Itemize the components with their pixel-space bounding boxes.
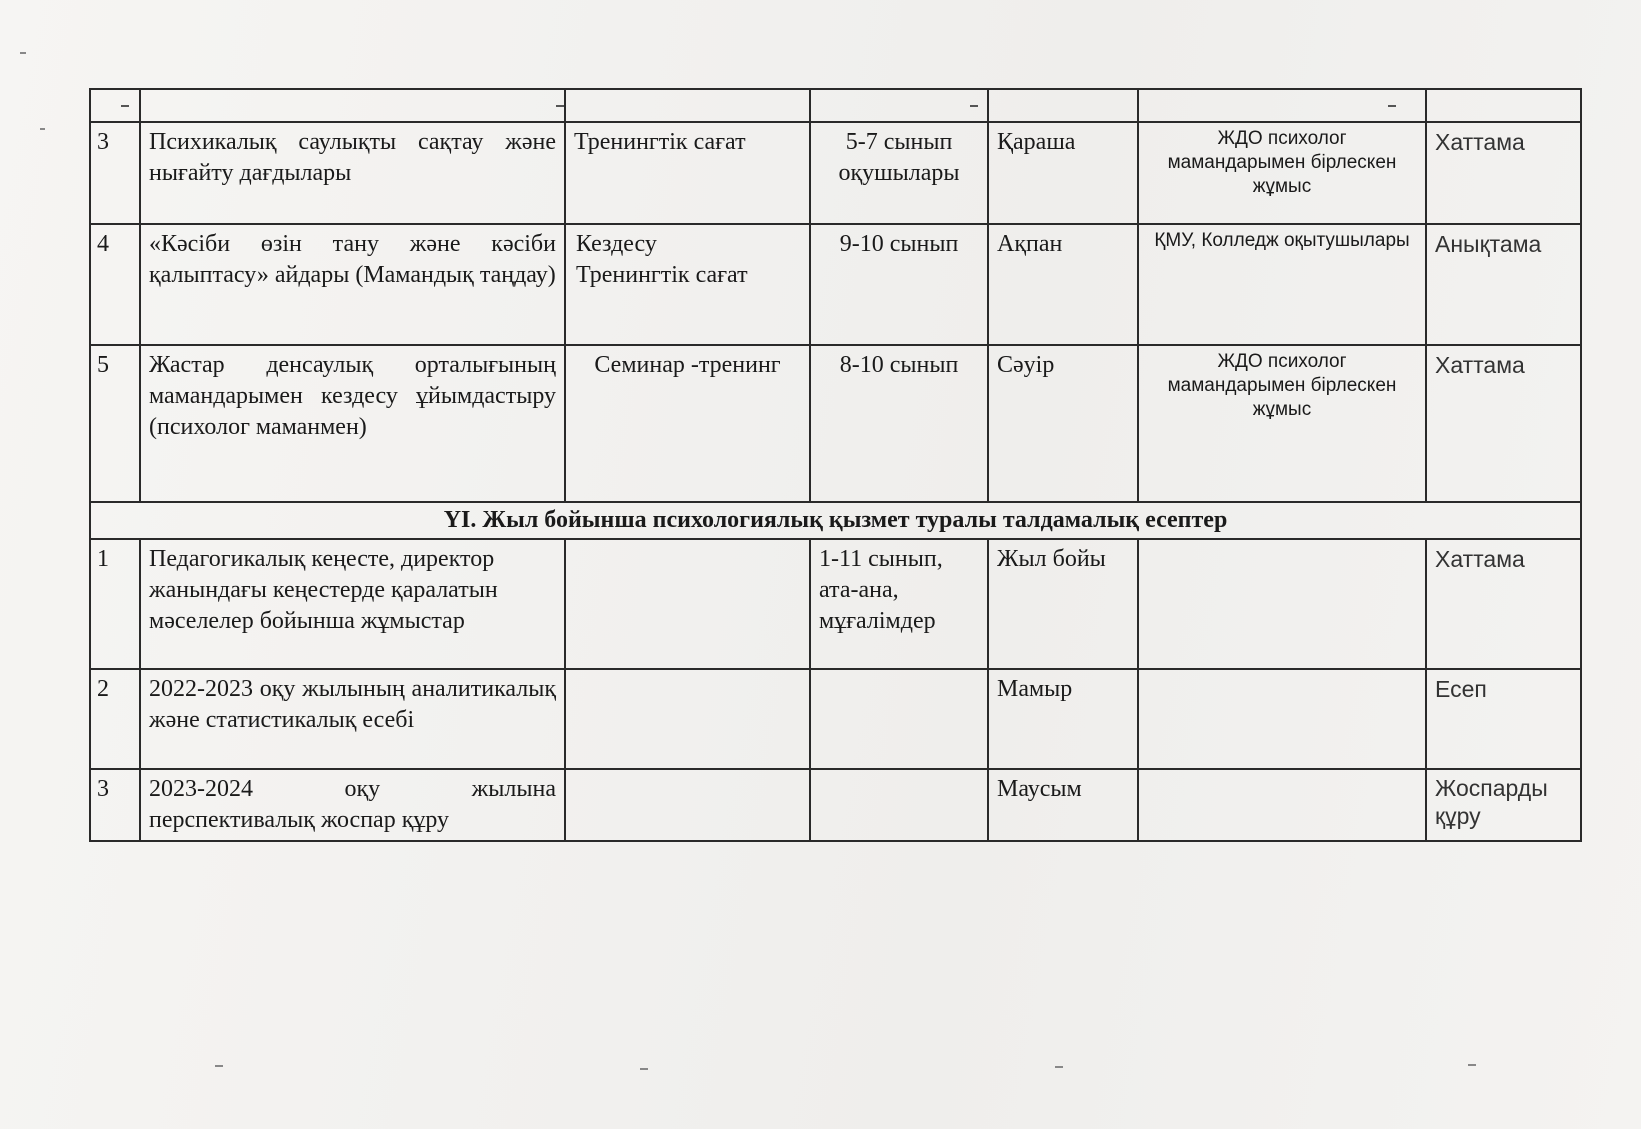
header-cell [1138,89,1426,122]
row-number: 1 [90,539,140,669]
activity-audience: 5-7 сынып оқушылары [810,122,988,224]
header-cell [90,89,140,122]
table-row [90,769,1581,841]
activity-form [565,769,810,841]
activity-audience: 9-10 сынып [810,224,988,345]
table-header-row [90,89,1581,122]
activity-form: Кездесу Тренингтік сағат [565,224,810,345]
activity-partner: ЖДО психолог мамандарымен бірлескен жұмыс [1138,122,1426,224]
row-number: 2 [90,669,140,769]
scan-mark [640,1068,648,1070]
activity-result: Хаттама [1426,122,1581,224]
table-row [90,539,1581,669]
activity-title: Жастар денсаулық орталығының мамандарымен кездесу ұйымдастыру (психолог маманмен) [140,345,565,502]
activity-result: Хаттама [1426,539,1581,669]
row-number: 3 [90,769,140,841]
table-row [90,122,1581,224]
activity-time: Жыл бойы [988,539,1138,669]
row-number: 4 [90,224,140,345]
header-cell [810,89,988,122]
scan-mark [1468,1064,1476,1066]
activity-partner [1138,539,1426,669]
activity-result: Есеп [1426,669,1581,769]
activity-partner: ҚМУ, Колледж оқытушылары [1138,224,1426,345]
activity-title: 2022-2023 оқу жылының аналитикалық және статистикалық есебі [140,669,565,769]
header-cell [1426,89,1581,122]
activity-time: Ақпан [988,224,1138,345]
scan-mark [20,52,26,54]
activity-title: 2023-2024 оқу жылына перспективалық жоспар құру [140,769,565,841]
activity-time: Мамыр [988,669,1138,769]
section-row [90,502,1581,539]
activity-audience [810,769,988,841]
activity-partner: ЖДО психолог мамандарымен бірлескен жұмыс [1138,345,1426,502]
scan-mark [215,1065,223,1067]
activity-time: Маусым [988,769,1138,841]
activity-result: Хаттама [1426,345,1581,502]
activity-partner [1138,769,1426,841]
activity-partner [1138,669,1426,769]
activity-audience [810,669,988,769]
header-cell [988,89,1138,122]
table-row [90,345,1581,502]
table-row [90,224,1581,345]
activity-form: Тренингтік сағат [565,122,810,224]
section-title: ҮІ. Жыл бойынша психологиялық қызмет туралы талдамалық есептер [90,502,1581,539]
row-number: 3 [90,122,140,224]
header-cell [565,89,810,122]
header-cell [140,89,565,122]
activity-result: Жоспарды құру [1426,769,1581,841]
activity-form [565,669,810,769]
activity-time: Сәуір [988,345,1138,502]
activity-title: Педагогикалық кеңесте, директор жанындағы кеңестерде қаралатын мәселелер бойынша жұмыстар [140,539,565,669]
activity-title: «Кәсіби өзін тану және кәсіби қалыптасу» айдары (Мамандық таңдау) [140,224,565,345]
plan-table [89,88,1582,842]
activity-form: Семинар -тренинг [565,345,810,502]
activity-audience: 1-11 сынып, ата-ана, мұғалімдер [810,539,988,669]
activity-title: Психикалық саулықты сақтау және нығайту дағдылары [140,122,565,224]
row-number: 5 [90,345,140,502]
activity-time: Қараша [988,122,1138,224]
scan-mark [1055,1066,1063,1068]
activity-form [565,539,810,669]
scan-mark [40,128,45,130]
activity-audience: 8-10 сынып [810,345,988,502]
activity-result: Анықтама [1426,224,1581,345]
table-row [90,669,1581,769]
